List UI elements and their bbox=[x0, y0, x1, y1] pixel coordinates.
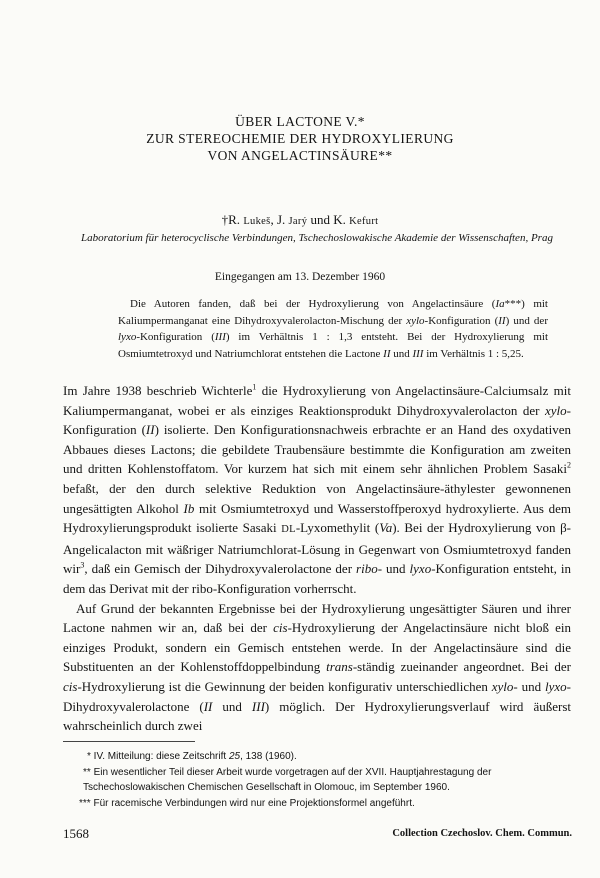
config-term: xylo bbox=[545, 402, 567, 418]
footnote-mark: ** bbox=[83, 766, 91, 778]
author-1-initial: R. bbox=[228, 212, 244, 227]
footnote-text: Ein wesentlicher Teil dieser Arbeit wurde vorgetragen auf der XVII. Hauptjahrestagung der Tschechoslowakischen Chemischen Gesellschaft in Olomouc, im September 1960. bbox=[83, 766, 492, 794]
abstract-text: ***) mit Kaliumpermanganat eine Dihydroxyvalerolacton-Mischung der bbox=[118, 298, 548, 327]
body-text: ) isolierte. Den Konfigurationsnachweis erbrachte er an Hand des oxydativen Abbaues dieses Lactons; die gebildete Traubensäure bestimmte die Konfiguration am zweiten und dritten Kohlenstoffatom. Vor kurzem hat sich mit einem sehr ähnlichen Problem Sasaki bbox=[63, 422, 571, 477]
abstract-text: und bbox=[390, 347, 413, 360]
compound-ref: Ia bbox=[495, 298, 505, 310]
compound-ref: Va bbox=[379, 520, 393, 536]
config-term: lyxo bbox=[544, 678, 567, 694]
author-3-surname: Kefurt bbox=[349, 216, 379, 227]
footnote-text: Für racemische Verbindungen wird nur eine Projektionsformel angeführt. bbox=[90, 797, 415, 809]
body-text: mit Osmiumtetroxyd und Wasserstoffperoxyd hydroxylierte. Aus dem Hydroxylierungsprodukt isolierte Sasaki bbox=[63, 500, 571, 536]
stereo-prefix: DL bbox=[281, 524, 296, 536]
paragraph-2 bbox=[63, 599, 571, 736]
footnote-3 bbox=[63, 796, 575, 812]
footnote-text: IV. Mitteilung: diese Zeitschrift bbox=[90, 751, 229, 762]
compound-ref: III bbox=[214, 331, 226, 344]
body-text: -Hydroxylierung ist die Gewinnung der beiden konfigurativ unterschiedlichen bbox=[77, 678, 492, 694]
footnote-divider bbox=[63, 741, 195, 742]
reference-mark: 1 bbox=[252, 382, 257, 392]
body-text: -Hydroxylierung der Angelactinsäure nicht bloß ein einziges Produkt, sondern ein Gemisch entstehen werde. In der Angelactinsäure sind die Substituenten an der Kohlenstoffdoppelbindung bbox=[63, 620, 571, 675]
body-text: befaßt, der den durch selektive Reduktion von Angelactinsäure-äthylester gewonnenen ungesättigten Alkohol bbox=[63, 480, 571, 516]
config-term: ribo bbox=[356, 561, 378, 577]
compound-ref: Ib bbox=[183, 500, 195, 516]
config-term: trans bbox=[326, 659, 353, 675]
body-text: ). Bei der Hydroxylierung von β-Angelicalacton mit wäßriger Natriumchlorat-Lösung in Gegenwart von Osmiumtetroxyd fanden wir bbox=[63, 520, 572, 577]
compound-ref: II bbox=[203, 698, 213, 714]
body-text: ) möglich. Der Hydroxylierungsverlauf wird äußerst wahrscheinlich durch zwei bbox=[63, 698, 571, 734]
config-term: lyxo bbox=[409, 561, 432, 577]
config-term: xylo bbox=[491, 678, 514, 694]
abstract-text: ) und der bbox=[505, 314, 548, 327]
body-text: Auf Grund der bekannten Ergebnisse bei der Hydroxylierung ungesättigter Säuren und ihrer Lactone nahmen wir an, daß bei der bbox=[63, 600, 571, 636]
compound-ref: III bbox=[412, 347, 424, 360]
reference-mark: 2 bbox=[567, 461, 571, 471]
config-term: lyxo bbox=[118, 331, 137, 344]
page-number: 1568 bbox=[63, 826, 89, 841]
main-body bbox=[63, 381, 571, 736]
journal-name: Collection Czechoslov. Chem. Commun. bbox=[392, 828, 572, 839]
compound-ref: II bbox=[145, 422, 155, 438]
body-text: , daß ein Gemisch der Dihydroxyvalerolactone der bbox=[84, 561, 357, 577]
body-text: -Konfiguration entsteht, in dem das Derivat mit der ribo-Konfiguration vorherrscht. bbox=[63, 561, 571, 596]
author-separator: , bbox=[270, 212, 277, 227]
received-date: Eingegangen am 13. Dezember 1960 bbox=[214, 271, 386, 283]
volume-number: 25 bbox=[228, 751, 241, 762]
abstract-text: ) im Verhältnis 1 : 1,3 entsteht. Bei der Hydroxylierung mit Osmiumtetroxyd und Natriumchlorat entstehen die Lactone bbox=[118, 331, 548, 360]
title-line-3: VON ANGELACTINSÄURE** bbox=[207, 148, 393, 163]
config-term: cis bbox=[63, 678, 78, 694]
reference-mark: 3 bbox=[80, 561, 85, 571]
author-1-surname: Lukeš bbox=[243, 216, 271, 227]
footnote-mark: *** bbox=[79, 797, 91, 809]
title-line-1: ÜBER LACTONE V.* bbox=[235, 114, 365, 129]
affiliation: Laboratorium für heterocyclische Verbindungen, Tschechoslowakische Akademie der Wissenschaften, Prag bbox=[81, 232, 553, 244]
author-line bbox=[0, 212, 600, 230]
body-text: -Dihydroxyvalerolactone ( bbox=[63, 678, 571, 714]
footnote-mark: * bbox=[87, 751, 91, 762]
compound-ref: III bbox=[251, 698, 265, 714]
body-text: und bbox=[212, 698, 252, 714]
body-text: - und bbox=[377, 561, 410, 577]
body-text: - und bbox=[513, 678, 545, 694]
body-text: -Konfiguration ( bbox=[63, 402, 571, 438]
compound-ref: II bbox=[383, 347, 391, 360]
author-2-initial: J. bbox=[276, 212, 289, 227]
author-separator: und bbox=[307, 212, 334, 227]
abstract-text: im Verhältnis 1 : 5,25. bbox=[423, 347, 524, 360]
author-3-initial: K. bbox=[333, 212, 350, 227]
footnote-text: , 138 (1960). bbox=[240, 751, 297, 762]
config-term: cis bbox=[273, 620, 288, 636]
author-2-surname: Jarý bbox=[288, 216, 308, 227]
footnote-2 bbox=[63, 765, 575, 796]
abstract-text: -Konfiguration ( bbox=[424, 314, 499, 327]
body-text: -Lyxomethylit ( bbox=[295, 520, 380, 536]
abstract bbox=[118, 296, 548, 362]
dagger-mark: † bbox=[221, 212, 229, 227]
footnotes bbox=[63, 749, 575, 811]
abstract-text: -Konfiguration ( bbox=[136, 331, 215, 344]
footnote-1 bbox=[63, 749, 575, 765]
compound-ref: II bbox=[498, 314, 506, 327]
title-line-2: ZUR STEREOCHEMIE DER HYDROXYLIERUNG bbox=[146, 131, 454, 146]
config-term: xylo bbox=[406, 314, 425, 327]
abstract-text: Die Autoren fanden, daß bei der Hydroxylierung von Angelactinsäure ( bbox=[130, 298, 496, 310]
body-text: Im Jahre 1938 beschrieb Wichterle bbox=[63, 383, 253, 398]
body-text: die Hydroxylierung von Angelactinsäure-Calciumsalz mit Kaliumpermanganat, wobei er als einziges Reaktionsprodukt Dihydroxyvalerolacton der bbox=[63, 383, 571, 418]
body-text: -ständig zueinander angeordnet. Bei der bbox=[352, 659, 571, 675]
paragraph-1 bbox=[63, 381, 571, 599]
